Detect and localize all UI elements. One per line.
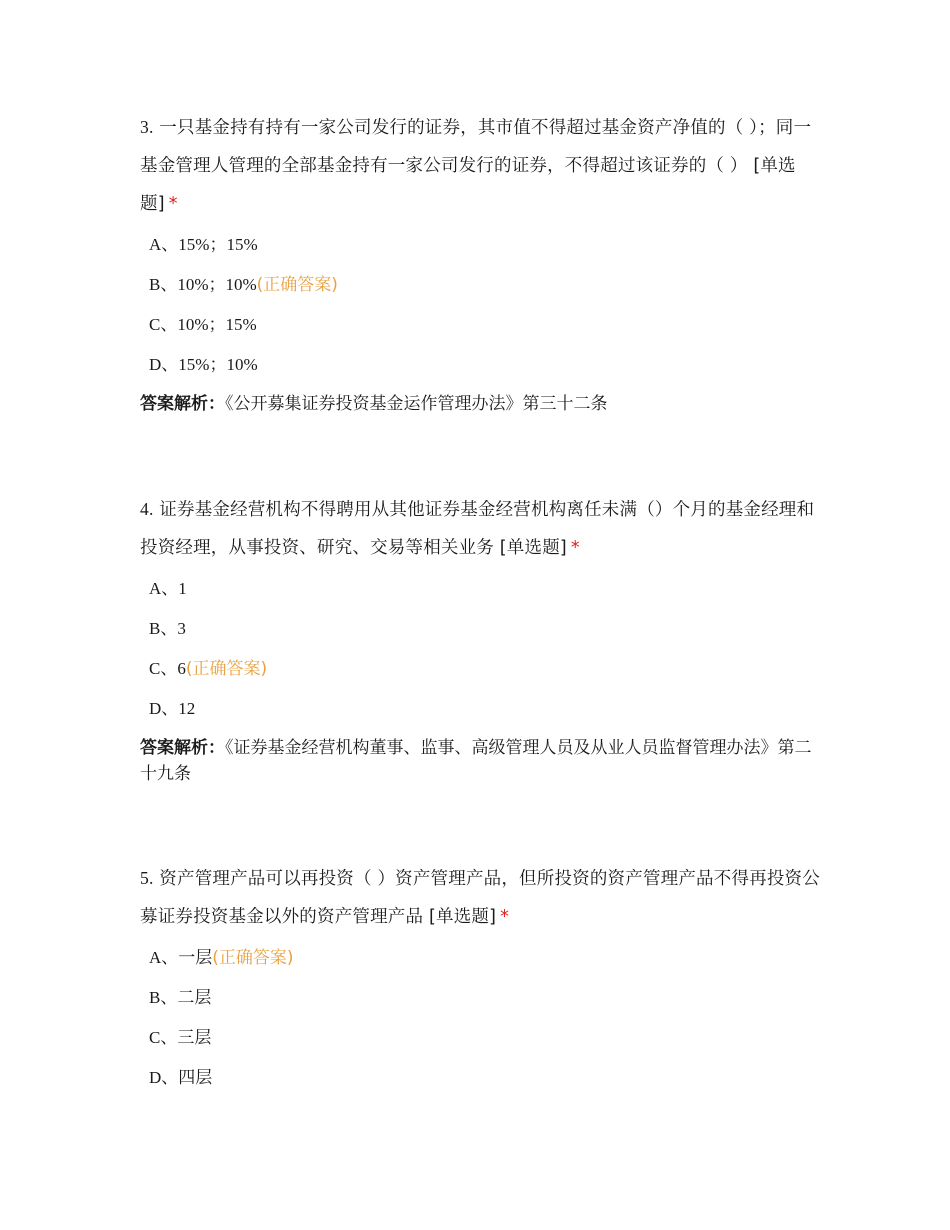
question-5	[140, 859, 820, 1098]
option-letter: B、	[149, 988, 178, 1007]
question-text: 资产管理产品可以再投资（ ）资产管理产品，但所投资的资产管理产品不得再投资公募证券投资基金以外的资产管理产品	[140, 869, 820, 927]
correct-answer-tag: (正确答案)	[185, 659, 268, 679]
question-title	[140, 108, 820, 223]
option-value: 一层	[178, 948, 213, 967]
option-a	[140, 569, 820, 609]
option-letter: D、	[149, 699, 179, 718]
required-star: *	[168, 194, 178, 214]
question-number: 4.	[140, 499, 154, 519]
analysis-text: 《公开募集证券投资基金运作管理办法》第三十二条	[225, 394, 608, 414]
option-letter: D、	[149, 355, 179, 374]
option-letter: B、	[149, 619, 178, 638]
option-value: 12	[178, 699, 196, 718]
question-4	[140, 490, 820, 787]
option-d	[140, 689, 820, 729]
question-3	[140, 108, 820, 417]
option-value: 15%；15%	[178, 235, 258, 254]
option-a	[140, 938, 820, 978]
option-letter: A、	[149, 579, 179, 598]
option-d	[140, 1058, 820, 1098]
option-a	[140, 225, 820, 265]
option-b	[140, 265, 820, 305]
analysis-text: 《证券基金经营机构董事、监事、高级管理人员及从业人员监督管理办法》第二十九条	[140, 738, 812, 784]
option-letter: B、	[149, 275, 178, 294]
analysis-label: 答案解析：	[140, 394, 225, 414]
question-number: 3.	[140, 117, 154, 137]
required-star: *	[500, 907, 510, 927]
options-list	[140, 938, 820, 1098]
question-title	[140, 859, 820, 936]
analysis-label: 答案解析：	[140, 738, 225, 758]
option-value: 二层	[177, 988, 212, 1007]
options-list	[140, 225, 820, 385]
option-letter: C、	[149, 315, 178, 334]
option-b	[140, 978, 820, 1018]
correct-answer-tag: (正确答案)	[256, 275, 338, 295]
option-value: 1	[178, 579, 187, 598]
option-letter: D、	[149, 1068, 179, 1087]
option-d	[140, 345, 820, 385]
required-star: *	[570, 538, 580, 558]
option-letter: C、	[149, 659, 178, 678]
options-list	[140, 569, 820, 729]
option-c	[140, 649, 820, 689]
option-c	[140, 1018, 820, 1058]
option-letter: A、	[149, 235, 179, 254]
option-value: 6	[177, 659, 186, 678]
option-value: 3	[177, 619, 186, 638]
answer-analysis	[140, 735, 820, 787]
option-value: 10%；15%	[177, 315, 257, 334]
option-value: 15%；10%	[178, 355, 258, 374]
option-letter: A、	[149, 948, 179, 967]
option-c	[140, 305, 820, 345]
correct-answer-tag: (正确答案)	[212, 948, 294, 968]
option-value: 10%；10%	[177, 275, 257, 294]
question-title	[140, 490, 820, 567]
question-type: [单选题]	[499, 538, 567, 558]
question-type: [单选题]	[140, 156, 796, 214]
question-type: [单选题]	[428, 907, 497, 927]
option-value: 三层	[177, 1028, 212, 1047]
question-number: 5.	[140, 868, 154, 888]
option-letter: C、	[149, 1028, 178, 1047]
question-text: 一只基金持有持有一家公司发行的证券，其市值不得超过基金资产净值的（ ）；同一基金管理人管理的全部基金持有一家公司发行的证券，不得超过该证券的（ ）	[140, 118, 812, 176]
question-text: 证券基金经营机构不得聘用从其他证券基金经营机构离任未满（）个月的基金经理和投资经理，从事投资、研究、交易等相关业务	[140, 500, 815, 558]
answer-analysis	[140, 391, 820, 417]
option-value: 四层	[178, 1068, 213, 1087]
option-b	[140, 609, 820, 649]
